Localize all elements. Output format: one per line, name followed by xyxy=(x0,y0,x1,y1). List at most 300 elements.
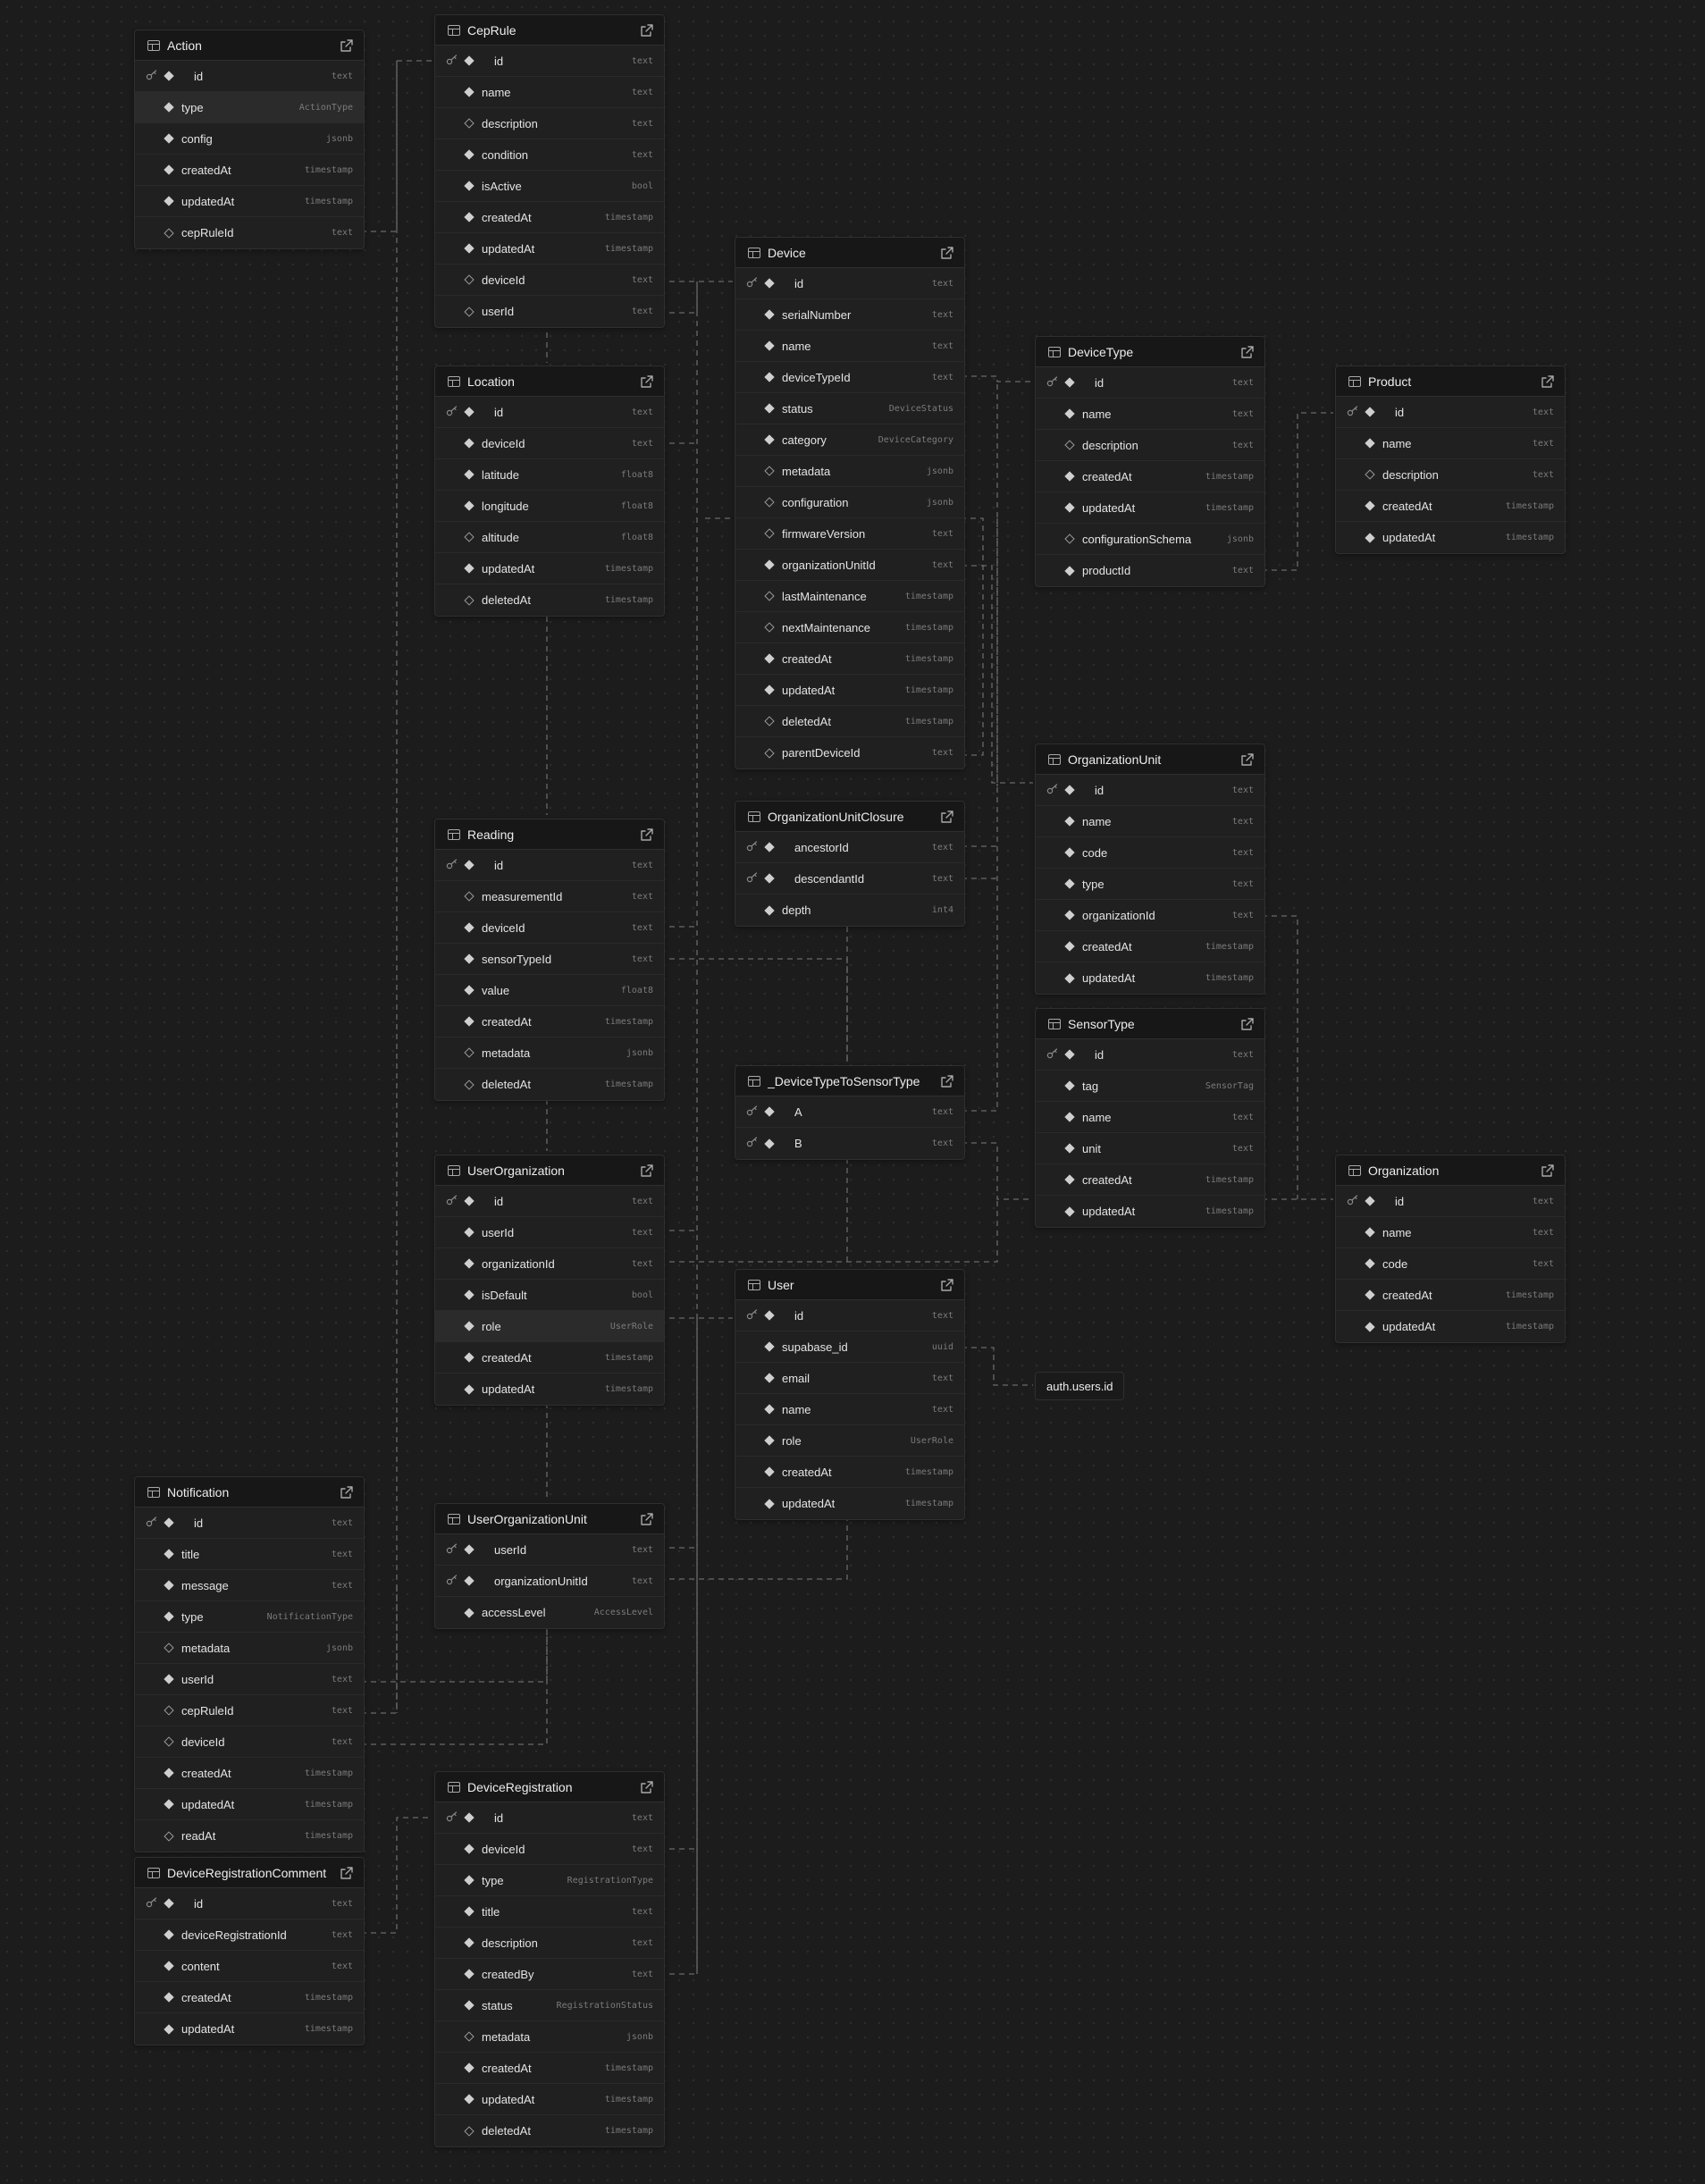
column-row[interactable] xyxy=(135,217,364,248)
column-row[interactable] xyxy=(735,895,964,926)
column-row[interactable] xyxy=(435,522,664,553)
column-name: updatedAt xyxy=(1082,971,1136,985)
column-row[interactable] xyxy=(435,1069,664,1100)
table-product[interactable] xyxy=(1335,365,1566,554)
table-sensor-type[interactable] xyxy=(1035,1008,1265,1228)
column-row[interactable] xyxy=(435,459,664,491)
open-table-icon[interactable] xyxy=(639,1779,655,1795)
column-name: sensorTypeId xyxy=(482,952,552,966)
table-header[interactable] xyxy=(1036,1009,1264,1039)
column-name: id xyxy=(494,54,504,68)
column-row[interactable] xyxy=(735,424,964,456)
column-row[interactable] xyxy=(135,1601,364,1633)
column-row[interactable] xyxy=(1036,900,1264,931)
column-type: text xyxy=(631,149,653,160)
table-organization-unit[interactable] xyxy=(1035,743,1265,995)
column-row[interactable] xyxy=(435,265,664,296)
table-name: Action xyxy=(167,38,202,53)
column-row[interactable] xyxy=(435,1566,664,1597)
table-header[interactable] xyxy=(735,1066,964,1096)
column-row[interactable] xyxy=(735,1394,964,1425)
column-name: description xyxy=(482,1936,538,1950)
column-row[interactable] xyxy=(435,1990,664,2021)
column-type: text xyxy=(631,87,653,97)
column-type: text xyxy=(931,873,953,884)
table-header[interactable] xyxy=(1036,744,1264,775)
column-type: text xyxy=(331,71,353,81)
column-row[interactable] xyxy=(1336,491,1565,522)
column-name: status xyxy=(482,1998,513,2012)
column-row[interactable] xyxy=(1036,1071,1264,1102)
column-row[interactable] xyxy=(435,46,664,77)
column-row[interactable] xyxy=(1036,962,1264,994)
open-table-icon[interactable] xyxy=(639,374,655,390)
column-row[interactable] xyxy=(735,331,964,362)
column-row[interactable] xyxy=(1336,522,1565,553)
table-header[interactable] xyxy=(1336,1155,1565,1186)
column-row[interactable] xyxy=(135,123,364,155)
external-ref-auth-users-id[interactable]: auth.users.id xyxy=(1035,1372,1124,1400)
table-name: DeviceRegistrationComment xyxy=(167,1865,327,1880)
column-row[interactable] xyxy=(1036,1102,1264,1133)
table-organization[interactable] xyxy=(1335,1155,1566,1343)
table-header[interactable] xyxy=(135,1858,364,1888)
open-table-icon[interactable] xyxy=(1239,1016,1256,1032)
primary-key-icon xyxy=(146,1897,164,1911)
column-name: B xyxy=(794,1137,802,1150)
open-table-icon[interactable] xyxy=(1540,374,1556,390)
column-row[interactable] xyxy=(435,1534,664,1566)
open-table-icon[interactable] xyxy=(939,1073,955,1089)
column-type: text xyxy=(1532,1196,1554,1206)
column-row[interactable] xyxy=(435,428,664,459)
column-type: text xyxy=(331,1929,353,1940)
column-row[interactable] xyxy=(435,1928,664,1959)
column-row[interactable] xyxy=(1336,428,1565,459)
primary-key-icon xyxy=(1046,1048,1064,1062)
column-type: int4 xyxy=(931,905,953,915)
open-table-icon[interactable] xyxy=(339,1865,355,1881)
column-row[interactable] xyxy=(435,881,664,912)
column-row[interactable] xyxy=(135,1570,364,1601)
column-type: timestamp xyxy=(604,1384,653,1394)
not-null-diamond-icon xyxy=(764,1373,774,1382)
column-row[interactable] xyxy=(735,518,964,550)
column-row[interactable] xyxy=(735,581,964,612)
column-row[interactable] xyxy=(1336,1311,1565,1342)
relationship-edge xyxy=(361,1818,433,1933)
not-null-diamond-icon xyxy=(464,1352,474,1362)
column-row[interactable] xyxy=(435,850,664,881)
relationship-edge xyxy=(659,1199,997,1262)
column-row[interactable] xyxy=(135,1982,364,2013)
column-name: value xyxy=(482,983,510,997)
column-type: text xyxy=(1532,407,1554,417)
open-table-icon[interactable] xyxy=(1239,344,1256,360)
table-icon xyxy=(1348,376,1361,387)
column-row[interactable] xyxy=(735,612,964,643)
not-null-diamond-icon xyxy=(1365,1227,1374,1237)
table-header[interactable] xyxy=(135,30,364,61)
column-type: timestamp xyxy=(304,1992,353,2003)
column-name: createdAt xyxy=(782,1465,832,1479)
column-row[interactable] xyxy=(435,2021,664,2053)
column-row[interactable] xyxy=(435,139,664,171)
column-row[interactable] xyxy=(135,1919,364,1951)
primary-key-icon xyxy=(446,859,464,872)
table-device[interactable] xyxy=(735,237,965,769)
table-icon xyxy=(147,1868,160,1878)
column-row[interactable] xyxy=(735,1128,964,1159)
column-row[interactable] xyxy=(135,1758,364,1789)
column-name: type xyxy=(181,100,204,114)
column-type: timestamp xyxy=(304,164,353,175)
column-row[interactable] xyxy=(735,1457,964,1488)
not-null-diamond-icon xyxy=(764,842,774,852)
column-row[interactable] xyxy=(435,1186,664,1217)
column-type: text xyxy=(1231,1049,1254,1060)
relationship-edge xyxy=(962,376,1033,382)
column-name: createdBy xyxy=(482,1967,534,1981)
column-row[interactable] xyxy=(135,1951,364,1982)
open-table-icon[interactable] xyxy=(639,827,655,843)
table-header[interactable] xyxy=(435,819,664,850)
column-row[interactable] xyxy=(735,1331,964,1363)
column-row[interactable] xyxy=(435,553,664,584)
column-name: nextMaintenance xyxy=(782,620,871,634)
column-row[interactable] xyxy=(435,1037,664,1069)
column-row[interactable] xyxy=(435,77,664,108)
column-row[interactable] xyxy=(135,92,364,123)
column-row[interactable] xyxy=(1336,1248,1565,1280)
column-type: text xyxy=(631,274,653,285)
column-row[interactable] xyxy=(435,108,664,139)
column-type: float8 xyxy=(620,532,653,542)
column-type: jsonb xyxy=(926,466,953,476)
table-action[interactable] xyxy=(134,29,365,249)
table-cep-rule[interactable] xyxy=(434,14,665,328)
column-name: id xyxy=(1095,783,1104,797)
column-type: text xyxy=(1231,847,1254,858)
table-header[interactable] xyxy=(435,1504,664,1534)
column-type: timestamp xyxy=(1205,973,1254,983)
not-null-diamond-icon xyxy=(464,87,474,97)
column-row[interactable] xyxy=(1036,1133,1264,1164)
not-null-diamond-icon xyxy=(464,1906,474,1916)
column-name: configurationSchema xyxy=(1082,532,1192,546)
not-null-diamond-icon xyxy=(1064,1049,1074,1059)
table-name: Reading xyxy=(467,827,515,842)
table-icon xyxy=(448,376,460,387)
table-organization-unit-closure[interactable] xyxy=(735,801,965,927)
table-device-type[interactable] xyxy=(1035,336,1265,587)
column-row[interactable] xyxy=(1336,397,1565,428)
column-name: createdAt xyxy=(1382,1288,1432,1302)
not-null-diamond-icon xyxy=(464,985,474,995)
column-row[interactable] xyxy=(435,491,664,522)
open-table-icon[interactable] xyxy=(639,22,655,38)
open-table-icon[interactable] xyxy=(339,38,355,54)
table-notification[interactable] xyxy=(134,1476,365,1852)
column-row[interactable] xyxy=(135,1726,364,1758)
not-null-diamond-icon xyxy=(1064,408,1074,418)
column-type: RegistrationStatus xyxy=(556,2000,653,2011)
column-row[interactable] xyxy=(1036,430,1264,461)
column-row[interactable] xyxy=(1036,1196,1264,1227)
not-null-diamond-icon xyxy=(464,1875,474,1885)
column-name: description xyxy=(482,116,538,130)
not-null-diamond-icon xyxy=(164,1961,173,1970)
table-user-organization-unit[interactable] xyxy=(434,1503,665,1629)
nullable-diamond-icon xyxy=(764,528,774,538)
column-type: RegistrationType xyxy=(567,1875,653,1886)
nullable-diamond-icon xyxy=(764,716,774,726)
column-row[interactable] xyxy=(135,1508,364,1539)
table-header[interactable] xyxy=(1336,366,1565,397)
column-row[interactable] xyxy=(1036,1039,1264,1071)
column-row[interactable] xyxy=(1036,1164,1264,1196)
column-name: description xyxy=(1382,467,1439,482)
column-row[interactable] xyxy=(435,1959,664,1990)
column-type: text xyxy=(631,1544,653,1555)
table-location[interactable] xyxy=(434,365,665,617)
table-header[interactable] xyxy=(735,1270,964,1300)
column-row[interactable] xyxy=(1036,806,1264,837)
not-null-diamond-icon xyxy=(1064,785,1074,794)
column-row[interactable] xyxy=(435,1342,664,1373)
column-name: updatedAt xyxy=(482,561,535,575)
column-row[interactable] xyxy=(435,1217,664,1248)
column-row[interactable] xyxy=(735,362,964,393)
column-name: name xyxy=(1082,1110,1112,1124)
column-row[interactable] xyxy=(735,393,964,424)
column-name: id xyxy=(1095,1047,1104,1062)
column-row[interactable] xyxy=(435,1006,664,1037)
column-row[interactable] xyxy=(1036,869,1264,900)
table-header[interactable] xyxy=(435,15,664,46)
table-device-registration[interactable] xyxy=(434,1771,665,2147)
open-table-icon[interactable] xyxy=(1540,1163,1556,1179)
column-name: name xyxy=(782,339,811,353)
nullable-diamond-icon xyxy=(764,622,774,632)
column-name: email xyxy=(782,1371,811,1385)
column-row[interactable] xyxy=(435,1865,664,1896)
column-row[interactable] xyxy=(435,1248,664,1280)
table-header[interactable] xyxy=(435,1155,664,1186)
column-row[interactable] xyxy=(135,2013,364,2045)
open-table-icon[interactable] xyxy=(939,1277,955,1293)
not-null-diamond-icon xyxy=(164,1992,173,2002)
column-row[interactable] xyxy=(435,397,664,428)
open-table-icon[interactable] xyxy=(639,1163,655,1179)
table-header[interactable] xyxy=(135,1477,364,1508)
column-row[interactable] xyxy=(135,155,364,186)
column-row[interactable] xyxy=(1036,555,1264,586)
not-null-diamond-icon xyxy=(764,1404,774,1414)
table-user-organization[interactable] xyxy=(434,1155,665,1406)
column-row[interactable] xyxy=(435,2084,664,2115)
column-row[interactable] xyxy=(435,1373,664,1405)
column-row[interactable] xyxy=(1036,399,1264,430)
table-header[interactable] xyxy=(1036,337,1264,367)
column-row[interactable] xyxy=(435,1802,664,1834)
table-icon xyxy=(147,1487,160,1498)
not-null-diamond-icon xyxy=(1064,878,1074,888)
not-null-diamond-icon xyxy=(1064,941,1074,951)
not-null-diamond-icon xyxy=(464,438,474,448)
primary-key-icon xyxy=(446,55,464,68)
column-row[interactable] xyxy=(735,299,964,331)
column-type: float8 xyxy=(620,985,653,995)
nullable-diamond-icon xyxy=(464,118,474,128)
open-table-icon[interactable] xyxy=(639,1511,655,1527)
not-null-diamond-icon xyxy=(764,873,774,883)
column-row[interactable] xyxy=(735,1300,964,1331)
column-row[interactable] xyxy=(1036,492,1264,524)
column-name: deletedAt xyxy=(482,1078,531,1091)
not-null-diamond-icon xyxy=(164,1799,173,1809)
column-type: timestamp xyxy=(604,1352,653,1363)
column-row[interactable] xyxy=(1036,367,1264,399)
column-row[interactable] xyxy=(735,550,964,581)
column-row[interactable] xyxy=(435,2053,664,2084)
table-header[interactable] xyxy=(435,1772,664,1802)
table-device-type-to-sensor-type[interactable] xyxy=(735,1065,965,1160)
column-row[interactable] xyxy=(735,1096,964,1128)
table-header[interactable] xyxy=(735,802,964,832)
column-row[interactable] xyxy=(1036,775,1264,806)
column-name: createdAt xyxy=(181,163,231,177)
column-row[interactable] xyxy=(435,233,664,265)
column-row[interactable] xyxy=(435,944,664,975)
column-row[interactable] xyxy=(135,1633,364,1664)
column-row[interactable] xyxy=(1036,931,1264,962)
column-row[interactable] xyxy=(1036,461,1264,492)
not-null-diamond-icon xyxy=(464,1969,474,1978)
column-type: text xyxy=(1231,910,1254,920)
column-type: NotificationType xyxy=(266,1611,353,1622)
not-null-diamond-icon xyxy=(764,559,774,569)
column-type: text xyxy=(931,1373,953,1383)
table-header[interactable] xyxy=(435,366,664,397)
column-row[interactable] xyxy=(735,863,964,895)
column-name: updatedAt xyxy=(482,241,535,256)
column-name: status xyxy=(782,401,813,416)
nullable-diamond-icon xyxy=(764,497,774,507)
not-null-diamond-icon xyxy=(1064,1080,1074,1090)
column-name: category xyxy=(782,433,827,447)
column-row[interactable] xyxy=(1336,1186,1565,1217)
not-null-diamond-icon xyxy=(764,1106,774,1116)
column-row[interactable] xyxy=(435,2115,664,2146)
column-row[interactable] xyxy=(435,202,664,233)
column-type: UserRole xyxy=(609,1321,653,1331)
column-type: timestamp xyxy=(1205,941,1254,952)
column-name: updatedAt xyxy=(181,194,235,208)
column-row[interactable] xyxy=(435,1597,664,1628)
column-row[interactable] xyxy=(135,1539,364,1570)
column-type: text xyxy=(631,1969,653,1979)
column-row[interactable] xyxy=(135,61,364,92)
column-row[interactable] xyxy=(735,643,964,675)
column-row[interactable] xyxy=(435,1834,664,1865)
column-type: text xyxy=(331,1898,353,1909)
column-row[interactable] xyxy=(435,975,664,1006)
column-row[interactable] xyxy=(735,832,964,863)
column-type: text xyxy=(931,309,953,320)
column-row[interactable] xyxy=(135,1789,364,1820)
column-type: text xyxy=(1231,1143,1254,1154)
column-row[interactable] xyxy=(735,1488,964,1519)
not-null-diamond-icon xyxy=(1064,847,1074,857)
table-device-registration-comment[interactable] xyxy=(134,1857,365,2045)
column-row[interactable] xyxy=(735,737,964,769)
column-row[interactable] xyxy=(735,268,964,299)
column-row[interactable] xyxy=(135,1664,364,1695)
table-reading[interactable] xyxy=(434,819,665,1101)
column-name: code xyxy=(1382,1256,1408,1271)
column-row[interactable] xyxy=(135,186,364,217)
table-icon xyxy=(448,1782,460,1793)
column-row[interactable] xyxy=(1336,1280,1565,1311)
column-row[interactable] xyxy=(1036,837,1264,869)
column-row[interactable] xyxy=(135,1695,364,1726)
column-type: DeviceCategory xyxy=(878,434,953,445)
column-type: float8 xyxy=(620,500,653,511)
column-row[interactable] xyxy=(1036,524,1264,555)
column-name: userId xyxy=(482,305,515,318)
column-row[interactable] xyxy=(435,1311,664,1342)
column-name: deletedAt xyxy=(482,593,531,607)
column-name: parentDeviceId xyxy=(782,746,861,760)
column-row[interactable] xyxy=(135,1820,364,1852)
column-row[interactable] xyxy=(435,912,664,944)
column-row[interactable] xyxy=(735,675,964,706)
column-row[interactable] xyxy=(735,1363,964,1394)
table-header[interactable] xyxy=(735,238,964,268)
not-null-diamond-icon xyxy=(464,2062,474,2072)
column-name: updatedAt xyxy=(782,683,836,697)
column-row[interactable] xyxy=(435,1896,664,1928)
column-row[interactable] xyxy=(435,1280,664,1311)
open-table-icon[interactable] xyxy=(339,1484,355,1500)
column-row[interactable] xyxy=(1336,459,1565,491)
open-table-icon[interactable] xyxy=(1239,752,1256,768)
column-name: metadata xyxy=(782,464,831,478)
open-table-icon[interactable] xyxy=(939,245,955,261)
column-row[interactable] xyxy=(1336,1217,1565,1248)
open-table-icon[interactable] xyxy=(939,809,955,825)
not-null-diamond-icon xyxy=(164,133,173,143)
column-name: code xyxy=(1082,845,1108,860)
column-type: timestamp xyxy=(904,622,953,633)
column-row[interactable] xyxy=(735,456,964,487)
column-row[interactable] xyxy=(735,1425,964,1457)
primary-key-icon xyxy=(1347,1195,1365,1208)
column-row[interactable] xyxy=(135,1888,364,1919)
column-name: userId xyxy=(494,1542,527,1557)
column-row[interactable] xyxy=(435,296,664,327)
column-row[interactable] xyxy=(735,706,964,737)
column-row[interactable] xyxy=(735,487,964,518)
column-row[interactable] xyxy=(435,584,664,616)
column-name: userId xyxy=(482,1225,515,1239)
not-null-diamond-icon xyxy=(164,71,173,80)
column-row[interactable] xyxy=(435,171,664,202)
column-name: id xyxy=(194,1516,204,1530)
not-null-diamond-icon xyxy=(464,181,474,190)
table-user[interactable] xyxy=(735,1269,965,1520)
